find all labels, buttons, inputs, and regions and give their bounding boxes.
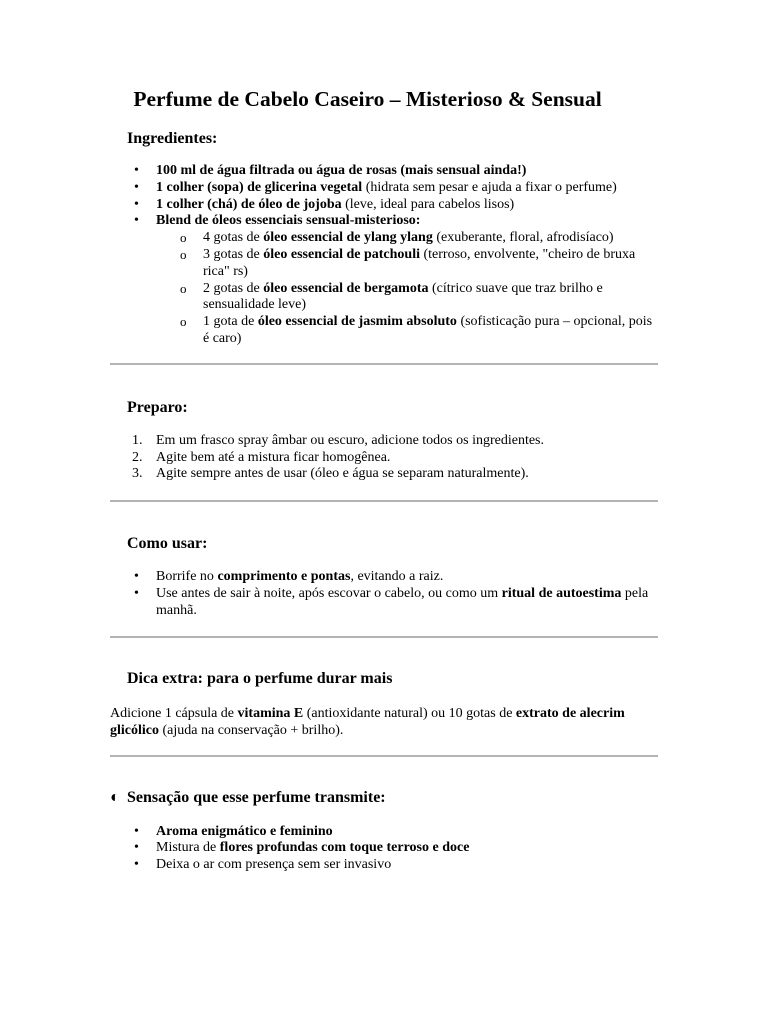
- page-title: [110, 84, 658, 114]
- usage-bold: ritual de autoestima: [501, 585, 622, 601]
- bullet-disc: •: [134, 213, 139, 229]
- blend-list: [156, 230, 658, 348]
- ingredient-bold: Blend de óleos essenciais sensual-misterioso:: [156, 213, 421, 229]
- bullet-disc: •: [134, 857, 139, 873]
- sensation-text: Deixa o ar com presença sem ser invasivo: [156, 857, 392, 873]
- sensacao-heading-text: Sensação que esse perfume transmite:: [127, 788, 386, 806]
- como-usar-list: [110, 569, 658, 619]
- usage-text: , evitando a raiz.: [350, 569, 444, 585]
- dica-text: (antioxidante natural) ou 10 gotas de: [303, 705, 516, 721]
- usage-bold: comprimento e pontas: [217, 569, 351, 585]
- ingredient-bold: 1 colher (chá) de óleo de jojoba: [156, 196, 342, 212]
- step-number: 2.: [132, 449, 143, 465]
- blend-text: 3 gotas de: [203, 246, 264, 262]
- dica-bold: vitamina E: [237, 705, 304, 721]
- step-text: Agite sempre antes de usar (óleo e água se separam naturalmente).: [156, 466, 529, 482]
- dica-text: (ajuda na conservação + brilho).: [159, 722, 344, 738]
- sensation-bold: Aroma enigmático e feminino: [156, 823, 333, 839]
- sensacao-heading: [110, 788, 658, 808]
- list-item: [134, 163, 658, 180]
- step-text: Agite bem até a mistura ficar homogênea.: [156, 449, 391, 465]
- blend-bold: óleo essencial de jasmim absoluto: [257, 314, 457, 330]
- ingredients-heading: [110, 129, 658, 149]
- list-item: [180, 230, 658, 247]
- bullet-disc: •: [134, 163, 139, 178]
- blend-text: (cítrico suave que traz brilho e sensualidade leve): [203, 280, 603, 313]
- sensation-text: Mistura de: [156, 840, 220, 856]
- bullet-circle: o: [180, 246, 187, 262]
- dica-heading: [110, 669, 658, 689]
- bullet-disc: •: [134, 569, 139, 585]
- list-item: [134, 569, 658, 586]
- bullet-disc: •: [134, 179, 139, 195]
- bullet-disc: •: [134, 585, 139, 601]
- bullet-circle: o: [180, 280, 187, 296]
- blend-bold: óleo essencial de ylang ylang: [263, 230, 433, 246]
- list-item: [180, 246, 658, 281]
- title-text: Perfume de Cabelo Caseiro – Misterioso & Sensual: [133, 87, 602, 111]
- usage-text: Use antes de sair à noite, após escovar o cabelo, ou como um: [156, 585, 502, 601]
- dica-heading-text: Dica extra: para o perfume durar mais: [127, 669, 393, 687]
- list-item: [132, 432, 658, 450]
- list-item: [180, 314, 658, 348]
- ingredient-text: (leve, ideal para cabelos lisos): [341, 196, 515, 212]
- blend-text: 2 gotas de: [203, 280, 264, 296]
- sensation-bold: flores profundas com toque terroso e doce: [219, 840, 470, 856]
- blend-text: (sofisticação pura – opcional, pois é caro): [203, 314, 653, 346]
- bullet-circle: o: [180, 230, 187, 246]
- blend-text: 4 gotas de: [203, 230, 264, 246]
- usage-text: Borrife no: [156, 569, 218, 585]
- list-item: [134, 857, 658, 874]
- blend-bold: óleo essencial de patchouli: [263, 246, 420, 262]
- bullet-disc: •: [134, 840, 139, 856]
- ingredient-bold: 100 ml de água filtrada ou água de rosas (mais sensual ainda!): [156, 163, 527, 178]
- list-item: [134, 840, 658, 857]
- step-text: Em um frasco spray âmbar ou escuro, adicione todos os ingredientes.: [156, 432, 545, 448]
- usage-text: pela manhã.: [156, 585, 649, 618]
- dica-bold: extrato de alecrim glicólico: [110, 705, 625, 738]
- bullet-disc: •: [134, 196, 139, 212]
- ingredient-text: (hidrata sem pesar e ajuda a fixar o perfume): [362, 179, 617, 195]
- blend-text: (terroso, envolvente, "cheiro de bruxa rica" rs): [203, 246, 636, 279]
- ingredient-bold: 1 colher (sopa) de glicerina vegetal: [156, 179, 363, 195]
- list-item: [180, 280, 658, 315]
- list-item: [132, 466, 658, 483]
- list-item: [134, 179, 658, 197]
- bullet-circle: o: [180, 314, 187, 330]
- list-item: [134, 196, 658, 214]
- list-item: [134, 823, 658, 841]
- dica-text: Adicione 1 cápsula de: [110, 705, 238, 721]
- preparo-steps: [110, 433, 658, 483]
- document-content: [110, 84, 658, 874]
- preparo-heading: Preparo:: [127, 398, 188, 416]
- como-usar-heading: [110, 534, 658, 554]
- bullet-disc: •: [134, 823, 139, 839]
- ingredients-heading-text: Ingredientes:: [127, 130, 218, 147]
- step-number: 3.: [132, 466, 143, 482]
- list-item: [134, 213, 658, 347]
- half-moon-icon: ◐: [110, 788, 120, 806]
- list-item: [134, 585, 658, 620]
- list-item: [132, 449, 658, 467]
- dica-paragraph: [110, 705, 658, 739]
- blend-text: (exuberante, floral, afrodisíaco): [432, 230, 614, 246]
- step-number: 1.: [132, 432, 143, 448]
- sensacao-list: [110, 824, 658, 874]
- ingredients-list: [110, 163, 658, 348]
- blend-text: 1 gota de: [203, 314, 258, 330]
- como-usar-heading-text: Como usar:: [127, 535, 208, 553]
- blend-bold: óleo essencial de bergamota: [263, 280, 429, 296]
